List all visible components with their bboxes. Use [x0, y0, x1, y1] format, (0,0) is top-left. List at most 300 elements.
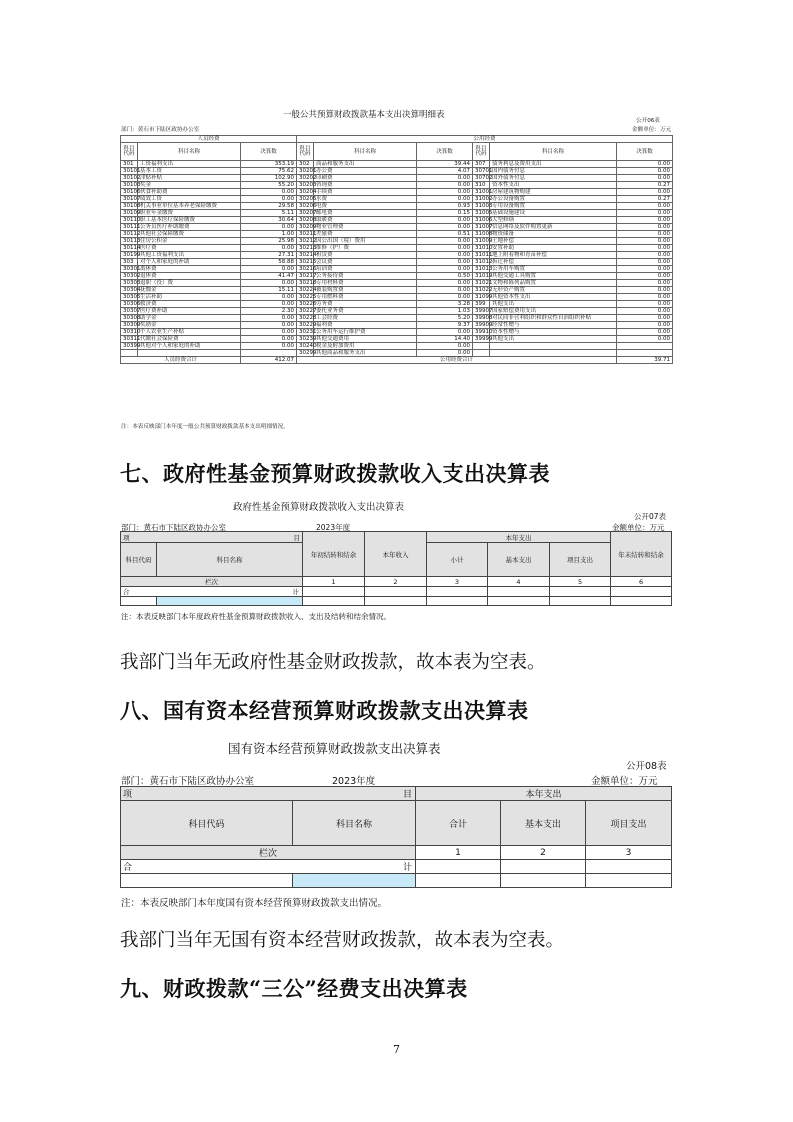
public-name: 咨询费: [314, 182, 417, 189]
public-amount: 0.00: [417, 182, 473, 189]
personnel-amount: 1.00: [241, 231, 297, 238]
public-amount: 0.00: [417, 329, 473, 336]
col-expense: 本年支出: [427, 532, 611, 543]
total-row-label: [121, 587, 303, 597]
public-amount: 0.00: [417, 238, 473, 245]
personnel-name: [138, 350, 241, 357]
personnel-code: 30301: [121, 266, 138, 273]
public-code: 30206: [297, 203, 314, 210]
public-name: 邮电费: [314, 210, 417, 217]
col-name: 科目名称: [157, 543, 303, 577]
public-name: 专用材料费: [314, 280, 417, 287]
total-cell: [550, 587, 611, 597]
other-name: 其他支出: [490, 336, 617, 343]
personnel-amount: 29.58: [241, 203, 297, 210]
other-amount: 0.27: [617, 196, 673, 203]
personnel-code: 30108: [121, 203, 138, 210]
public-amount: 0.00: [417, 252, 473, 259]
col-name: 科目名称: [293, 801, 416, 846]
table-row: [121, 259, 673, 266]
other-amount: 0.00: [617, 189, 673, 196]
other-amount: 0.27: [617, 182, 673, 189]
personnel-code: 303: [121, 259, 138, 266]
public-name: 会议费: [314, 259, 417, 266]
public-code: 30218: [297, 280, 314, 287]
total-row-label: [121, 860, 416, 874]
personnel-amount: 353.19: [241, 161, 297, 168]
col-project: 项目支出: [550, 543, 611, 577]
personnel-name: 绩效工资: [138, 196, 241, 203]
other-amount: 0.00: [617, 301, 673, 308]
total-cell: [303, 587, 365, 597]
he-char: 合: [123, 863, 133, 873]
public-amount: 0.00: [417, 245, 473, 252]
personnel-amount: 55.20: [241, 182, 297, 189]
other-name: 债务利息及费用支出: [490, 161, 617, 168]
other-name: 国外债务付息: [490, 175, 617, 182]
personnel-name: 救济费: [138, 301, 241, 308]
mu-label: 目: [403, 790, 413, 800]
public-amount: 0.00: [417, 294, 473, 301]
other-amount: 0.00: [617, 322, 673, 329]
public-amount: 0.00: [417, 196, 473, 203]
table7-note: 注：本表反映部门本年度政府性基金预算财政拨款收入、支出及结转和结余情况。: [121, 612, 391, 621]
public-code: 30209: [297, 224, 314, 231]
other-name: 对民间非营利组织和群众性自治组织补贴: [490, 315, 617, 322]
col-name: 科目名称: [314, 143, 417, 161]
personnel-name: 基本工资: [138, 168, 241, 175]
other-name: 文物和陈列品购置: [490, 280, 617, 287]
lanci-num: 3: [427, 577, 488, 587]
total-cell: [586, 860, 672, 874]
public-name: 培训费: [314, 266, 417, 273]
lanci-num: 6: [611, 577, 672, 587]
public-name: 因公出国（境）费用: [314, 238, 417, 245]
personnel-name: 职业年金缴费: [138, 210, 241, 217]
other-name: 其他交通工具购置: [490, 273, 617, 280]
table-row: [121, 294, 673, 301]
table-row: [121, 210, 673, 217]
col-code: 科目代码: [473, 143, 490, 161]
other-code: 399: [473, 301, 490, 308]
public-amount: 3.28: [417, 301, 473, 308]
table7-title: 政府性基金预算财政拨款收入支出决算表: [233, 502, 405, 513]
other-amount: 0.00: [617, 287, 673, 294]
other-amount: 0.00: [617, 238, 673, 245]
ji-char: 计: [292, 588, 299, 596]
he-char: 合: [123, 588, 130, 596]
other-code: 310: [473, 182, 490, 189]
other-code: 31001: [473, 189, 490, 196]
public-name: 被装购置费: [314, 287, 417, 294]
other-code: 31005: [473, 210, 490, 217]
other-name: 拆迁补偿: [490, 259, 617, 266]
personnel-code: 30307: [121, 308, 138, 315]
personnel-name: 其他社会保障缴费: [138, 231, 241, 238]
public-name: 取暖费: [314, 217, 417, 224]
public-amount: 0.00: [417, 343, 473, 350]
other-code: 30701: [473, 168, 490, 175]
table7-year: 2023年度: [316, 523, 351, 532]
other-name: 物资储备: [490, 231, 617, 238]
other-name: 基础设施建设: [490, 210, 617, 217]
personnel-amount: 58.88: [241, 259, 297, 266]
table-row: [121, 280, 673, 287]
public-amount: 1.03: [417, 308, 473, 315]
table-row: [121, 238, 673, 245]
empty-cell: [611, 597, 672, 606]
personnel-name: 其他工资福利支出: [138, 252, 241, 259]
personnel-amount: 102.90: [241, 175, 297, 182]
other-code: 31006: [473, 217, 490, 224]
public-name: 其他交通费用: [314, 336, 417, 343]
total-cell: [365, 587, 427, 597]
public-code: 30228: [297, 315, 314, 322]
table-row: [121, 315, 673, 322]
public-amount: 0.00: [417, 189, 473, 196]
personnel-name: 代缴社会保险费: [138, 336, 241, 343]
public-amount: 39.44: [417, 161, 473, 168]
col-code: 科目代码: [121, 143, 138, 161]
other-amount: 0.00: [617, 203, 673, 210]
personnel-code: 30302: [121, 273, 138, 280]
public-name: 公务用车运行维护费: [314, 329, 417, 336]
personnel-name: 机关事业单位基本养老保险缴费: [138, 203, 241, 210]
personnel-amount: 15.11: [241, 287, 297, 294]
public-amount: 0.15: [417, 210, 473, 217]
other-code: 39910: [473, 329, 490, 336]
other-code: [473, 350, 490, 357]
other-name: 办公设备购置: [490, 196, 617, 203]
public-amount: 4.07: [417, 168, 473, 175]
other-code: 31010: [473, 245, 490, 252]
col-name: 科目名称: [490, 143, 617, 161]
other-name: 其他支出: [490, 301, 617, 308]
xiang-mu-cell: [121, 787, 416, 801]
other-amount: 0.00: [617, 259, 673, 266]
other-amount: 0.00: [617, 224, 673, 231]
table8-note: 注：本表反映部门本年度国有资本经营预算财政拨款支出情况。: [121, 898, 388, 909]
ji-char: 计: [403, 863, 413, 873]
other-code: 31013: [473, 266, 490, 273]
public-amount: 0.00: [417, 350, 473, 357]
personnel-code: 30107: [121, 196, 138, 203]
other-name: 国内债务付息: [490, 168, 617, 175]
personnel-amount: 0.00: [241, 343, 297, 350]
col-end-balance: 年末结转和结余: [611, 532, 672, 577]
total-cell: [611, 587, 672, 597]
other-code: 31022: [473, 287, 490, 294]
public-name: 电费: [314, 203, 417, 210]
other-amount: 0.00: [617, 266, 673, 273]
table-row: [121, 343, 673, 350]
public-amount: 0.00: [417, 280, 473, 287]
other-amount: 0.00: [617, 210, 673, 217]
empty-cell: [550, 597, 611, 606]
table-row: [121, 203, 673, 210]
public-name: 福利费: [314, 322, 417, 329]
public-amount: 5.20: [417, 315, 473, 322]
personnel-name: 奖金: [138, 182, 241, 189]
personnel-code: 30102: [121, 175, 138, 182]
table7-unit: 金额单位：万元: [612, 523, 665, 532]
public-amount: 0.00: [417, 217, 473, 224]
table8-unit: 金额单位：万元: [591, 776, 658, 787]
public-code: 30211: [297, 231, 314, 238]
gov-fund-table: [120, 531, 672, 606]
personnel-name: 工资福利支出: [138, 161, 241, 168]
public-name: 公务接待费: [314, 273, 417, 280]
table-row: [121, 301, 673, 308]
lanci-num: 2: [365, 577, 427, 587]
table-row: [121, 189, 673, 196]
personnel-amount: 0.00: [241, 315, 297, 322]
table-row: [121, 273, 673, 280]
col-code: 科目代码: [297, 143, 314, 161]
col-total: 合计: [416, 801, 501, 846]
other-code: 30702: [473, 175, 490, 182]
other-code: 39908: [473, 315, 490, 322]
public-name: 税金及附加费用: [314, 343, 417, 350]
lanci-num: 1: [416, 846, 501, 860]
personnel-name: 个人农业生产补贴: [138, 329, 241, 336]
total-public-value: 39.71: [617, 357, 673, 364]
mu-label: 目: [157, 532, 303, 543]
public-code: 30229: [297, 322, 314, 329]
table-row: [121, 322, 673, 329]
col-project: 项目支出: [586, 801, 672, 846]
table6-unit: 金额单位：万元: [632, 127, 672, 133]
empty-cell: [157, 597, 303, 606]
other-code: 31019: [473, 273, 490, 280]
other-code: 39907: [473, 308, 490, 315]
personnel-amount: 0.00: [241, 322, 297, 329]
other-name: 专用设备购置: [490, 203, 617, 210]
other-name: 经常性赠与: [490, 322, 617, 329]
personnel-name: 伙食补助费: [138, 189, 241, 196]
other-name: 房屋建筑物购建: [490, 189, 617, 196]
other-code: 31007: [473, 224, 490, 231]
other-name: 国家赔偿费用支出: [490, 308, 617, 315]
personnel-code: 30106: [121, 189, 138, 196]
other-amount: 0.00: [617, 175, 673, 182]
table-row: [121, 308, 673, 315]
table-row: [121, 224, 673, 231]
table-row: [121, 182, 673, 189]
other-code: 31003: [473, 203, 490, 210]
personnel-name: 公务员医疗补助缴费: [138, 224, 241, 231]
other-name: 土地补偿: [490, 238, 617, 245]
personnel-code: 30110: [121, 217, 138, 224]
col-basic: 基本支出: [488, 543, 550, 577]
xiang-label: 项: [121, 532, 157, 543]
other-amount: 0.00: [617, 294, 673, 301]
public-code: 30231: [297, 329, 314, 336]
other-code: 31009: [473, 238, 490, 245]
personnel-amount: 0.00: [241, 301, 297, 308]
public-code: 30224: [297, 287, 314, 294]
table-row: [121, 161, 673, 168]
personnel-amount: 27.31: [241, 252, 297, 259]
personnel-amount: 0.00: [241, 196, 297, 203]
table-row: [121, 252, 673, 259]
personnel-code: 30112: [121, 231, 138, 238]
personnel-code: 30311: [121, 336, 138, 343]
personnel-name: 住房公积金: [138, 238, 241, 245]
table-row: [121, 217, 673, 224]
public-code: 30207: [297, 210, 314, 217]
public-code: 30205: [297, 196, 314, 203]
personnel-name: 退职（役）费: [138, 280, 241, 287]
other-name: [490, 350, 617, 357]
public-amount: 0.51: [417, 231, 473, 238]
public-code: 30240: [297, 343, 314, 350]
personnel-name: 退休费: [138, 273, 241, 280]
total-personnel-label: 人员经费合计: [121, 357, 241, 364]
other-amount: 0.00: [617, 217, 673, 224]
public-code: 30201: [297, 168, 314, 175]
public-name: 租赁费: [314, 252, 417, 259]
empty-cell: [427, 597, 488, 606]
total-cell: [416, 860, 501, 874]
public-code: 30216: [297, 266, 314, 273]
personnel-amount: 25.98: [241, 238, 297, 245]
public-amount: 0.00: [417, 224, 473, 231]
public-amount: 0.00: [417, 259, 473, 266]
total-cell: [427, 587, 488, 597]
personnel-amount: 0.00: [241, 189, 297, 196]
personnel-code: [121, 350, 138, 357]
other-name: 公务用车购置: [490, 266, 617, 273]
public-name: 手续费: [314, 189, 417, 196]
public-amount: 9.37: [417, 322, 473, 329]
table7-dept: 部门：黄石市下陆区政协办公室: [121, 523, 226, 532]
personnel-amount: 0.00: [241, 329, 297, 336]
col-basic: 基本支出: [501, 801, 586, 846]
table7-code: 公开07表: [634, 512, 667, 521]
other-code: 39909: [473, 322, 490, 329]
public-name: 委托业务费: [314, 308, 417, 315]
other-amount: 0.00: [617, 273, 673, 280]
public-amount: 0.00: [417, 266, 473, 273]
table-row: [121, 175, 673, 182]
total-public-label: 公用经费合计: [297, 357, 617, 364]
section8-statement: 我部门当年无国有资本经营财政拨款，故本表为空表。: [120, 930, 565, 951]
personnel-code: 30310: [121, 329, 138, 336]
public-name: 专用燃料费: [314, 294, 417, 301]
personnel-code: 30109: [121, 210, 138, 217]
other-name: 大型修缮: [490, 217, 617, 224]
personnel-amount: 41.47: [241, 273, 297, 280]
table8-year: 2023年度: [332, 776, 376, 787]
total-personnel-value: 412.07: [241, 357, 297, 364]
row-lanci: 栏次: [121, 846, 416, 860]
personnel-name: 对个人和家庭的补助: [138, 259, 241, 266]
personnel-amount: 0.00: [241, 224, 297, 231]
personnel-amount: 5.11: [241, 210, 297, 217]
public-name: 水费: [314, 196, 417, 203]
personnel-name: 助学金: [138, 315, 241, 322]
personnel-name: 职工基本医疗保险缴费: [138, 217, 241, 224]
public-code: 30204: [297, 189, 314, 196]
other-name: 信息网络及软件购置更新: [490, 224, 617, 231]
table-row: [121, 329, 673, 336]
public-name: 物业管理费: [314, 224, 417, 231]
personnel-code: 30399: [121, 343, 138, 350]
public-code: 30239: [297, 336, 314, 343]
personnel-code: 30305: [121, 294, 138, 301]
table8-code: 公开08表: [626, 761, 667, 772]
public-name: 印刷费: [314, 175, 417, 182]
lanci-num: 4: [488, 577, 550, 587]
public-code: 30213: [297, 245, 314, 252]
other-amount: [617, 343, 673, 350]
col-subtotal: 小计: [427, 543, 488, 577]
other-code: 31021: [473, 280, 490, 287]
public-code: 30208: [297, 217, 314, 224]
personnel-code: 30111: [121, 224, 138, 231]
other-amount: 0.00: [617, 245, 673, 252]
table-row: [121, 245, 673, 252]
public-amount: 0.93: [417, 203, 473, 210]
public-code: 30217: [297, 273, 314, 280]
other-amount: [617, 350, 673, 357]
public-name: 办公费: [314, 168, 417, 175]
public-amount: 14.40: [417, 336, 473, 343]
public-code: 30225: [297, 294, 314, 301]
public-amount: 0.50: [417, 273, 473, 280]
other-name: 资本性赠与: [490, 329, 617, 336]
other-amount: 0.00: [617, 168, 673, 175]
empty-cell: [121, 597, 157, 606]
personnel-amount: 30.64: [241, 217, 297, 224]
public-code: 30214: [297, 252, 314, 259]
col-begin-balance: 年初结转和结余: [303, 532, 365, 577]
empty-cell: [365, 597, 427, 606]
personnel-code: 30306: [121, 301, 138, 308]
basic-expenditure-detail-table: [120, 135, 673, 364]
table6-title: 一般公共预算财政拨款基本支出决算明细表: [283, 110, 445, 120]
total-cell: [488, 587, 550, 597]
personnel-name: 抚恤金: [138, 287, 241, 294]
col-income: 本年收入: [365, 532, 427, 577]
public-code: 30212: [297, 238, 314, 245]
public-amount: 0.00: [417, 287, 473, 294]
table-row: [121, 231, 673, 238]
public-name: 差旅费: [314, 231, 417, 238]
public-name: 工会经费: [314, 315, 417, 322]
public-name: 劳务费: [314, 301, 417, 308]
personnel-code: 301: [121, 161, 138, 168]
public-code: 30203: [297, 182, 314, 189]
personnel-code: 30101: [121, 168, 138, 175]
section7-statement: 我部门当年无政府性基金财政拨款，故本表为空表。: [120, 652, 546, 673]
personnel-amount: [241, 350, 297, 357]
col-code: 科目代码: [121, 801, 293, 846]
personnel-code: 30199: [121, 252, 138, 259]
empty-cell: [293, 874, 416, 888]
empty-cell: [501, 874, 586, 888]
other-name: 地上附着物和青苗补偿: [490, 252, 617, 259]
lanci-num: 1: [303, 577, 365, 587]
other-amount: 0.00: [617, 329, 673, 336]
personnel-name: 生活补助: [138, 294, 241, 301]
personnel-name: 离休费: [138, 266, 241, 273]
table6-code: 公开06表: [636, 118, 660, 124]
table-row: [121, 168, 673, 175]
other-name: [490, 343, 617, 350]
empty-cell: [121, 874, 293, 888]
